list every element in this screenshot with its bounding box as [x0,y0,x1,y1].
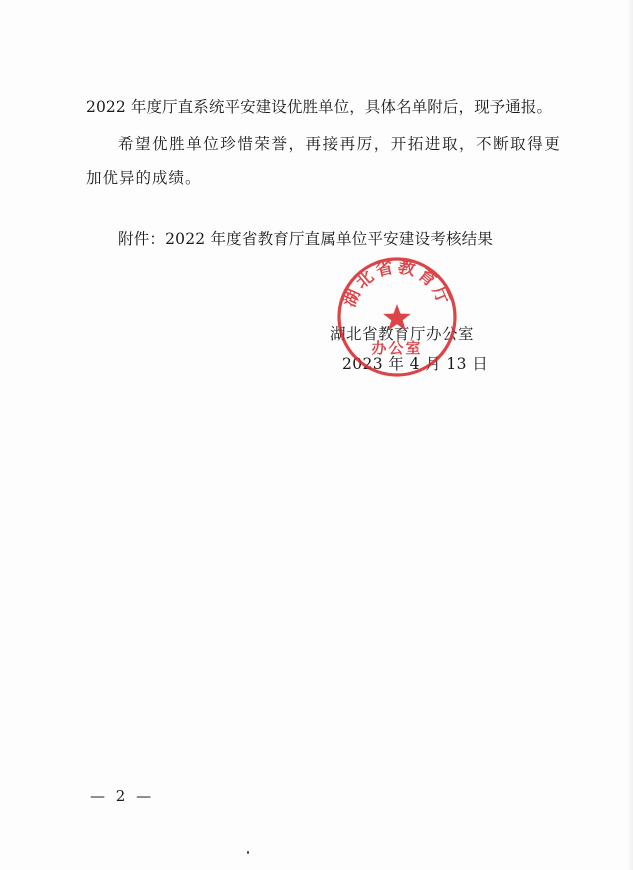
issuer-signature: 湖北省教育厅办公室 [330,325,475,343]
seal-top-text: 湖北省教育厅 [339,257,455,311]
body-paragraph-line-3: 加优异的成绩。 [86,169,202,187]
body-paragraph-line-1: 2022 年度厅直系统平安建设优胜单位，具体名单附后，现予通报。 [86,98,553,116]
body-paragraph-line-2: 希望优胜单位珍惜荣誉，再接再厉，开拓进取，不断取得更 [118,135,562,153]
scan-speck [247,851,249,854]
svg-text:湖北省教育厅 [339,256,454,310]
attachment-note: 附件：2022 年度省教育厅直属单位平安建设考核结果 [118,230,494,248]
official-seal [335,255,459,379]
scan-shadow [627,0,633,870]
star-icon [383,304,411,330]
issue-date: 2023 年 4 月 13 日 [342,355,489,373]
page-number: — 2 — [90,787,155,805]
seal-bottom-text: 办公室 [371,339,423,357]
